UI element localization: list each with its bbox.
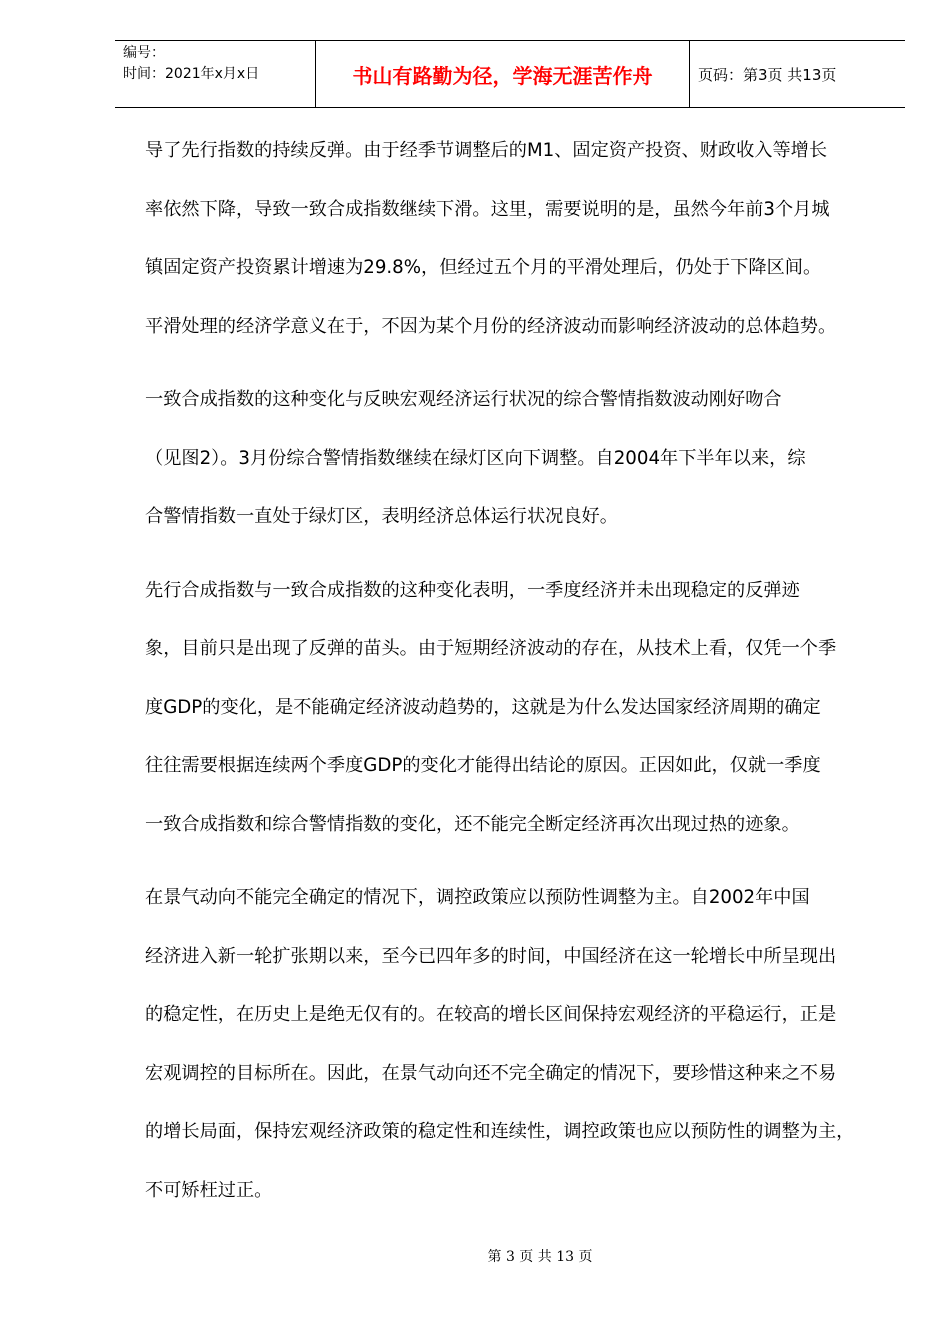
header-meta [115,41,316,107]
text-line: 象，目前只是出现了反弹的苗头。由于短期经济波动的存在，从技术上看，仅凭一个季 [145,638,837,659]
text-line: 在景气动向不能完全确定的情况下，调控政策应以预防性调整为主。自2002年中国 [145,887,810,908]
text-line: 度GDP的变化，是不能确定经济波动趋势的，这就是为什么发达国家经济周期的确定 [145,696,821,718]
page-footer: 第 3 页 共 13 页 [487,1249,593,1265]
text-line: 不可矫枉过正。 [145,1179,273,1201]
text-line: 一致合成指数的这种变化与反映宏观经济运行状况的综合警情指数波动刚好吻合 [145,389,782,410]
text-line: 经济进入新一轮扩张期以来，至今已四年多的时间，中国经济在这一轮增长中所呈现出 [145,945,837,967]
text-line: 的稳定性，在历史上是绝无仅有的。在较高的增长区间保持宏观经济的平稳运行，正是 [145,1004,837,1025]
text-line: 合警情指数一直处于绿灯区，表明经济总体运行状况良好。 [145,506,618,527]
text-line: 宏观调控的目标所在。因此，在景气动向还不完全确定的情况下，要珍惜这种来之不易 [145,1062,837,1084]
text-line: （见图2）。3月份综合警情指数继续在绿灯区向下调整。自2004年下半年以来，综 [145,447,806,469]
text-line: 平滑处理的经济学意义在于，不因为某个月份的经济波动而影响经济波动的总体趋势。 [145,315,837,337]
text-line: 往往需要根据连续两个季度GDP的变化才能得出结论的原因。正因如此，仅就一季度 [145,755,821,776]
text-line: 镇固定资产投资累计增速为29.8%，但经过五个月的平滑处理后，仍处于下降区间。 [145,257,822,278]
text-line: 的增长局面，保持宏观经济政策的稳定性和连续性，调控政策也应以预防性的调整为主， [145,1121,855,1142]
text-line: 导了先行指数的持续反弹。由于经季节调整后的M1、固定资产投资、财政收入等增长 [145,140,828,161]
document-body [145,122,875,1220]
text-line: 率依然下降，导致一致合成指数继续下滑。这里，需要说明的是，虽然今年前3个月城 [145,198,830,220]
date-text: 时间：2021年x月x日 [123,66,260,82]
text-line: 一致合成指数和综合警情指数的变化，还不能完全断定经济再次出现过热的迹象。 [145,813,800,835]
number-label: 编号： [123,45,165,61]
page-info: 页码：第3页 共13页 [698,65,837,84]
header-table [115,40,905,108]
text-line: 先行合成指数与一致合成指数的这种变化表明，一季度经济并未出现稳定的反弹迹 [145,579,800,601]
motto: 书山有路勤为径，学海无涯苦作舟 [316,41,690,107]
